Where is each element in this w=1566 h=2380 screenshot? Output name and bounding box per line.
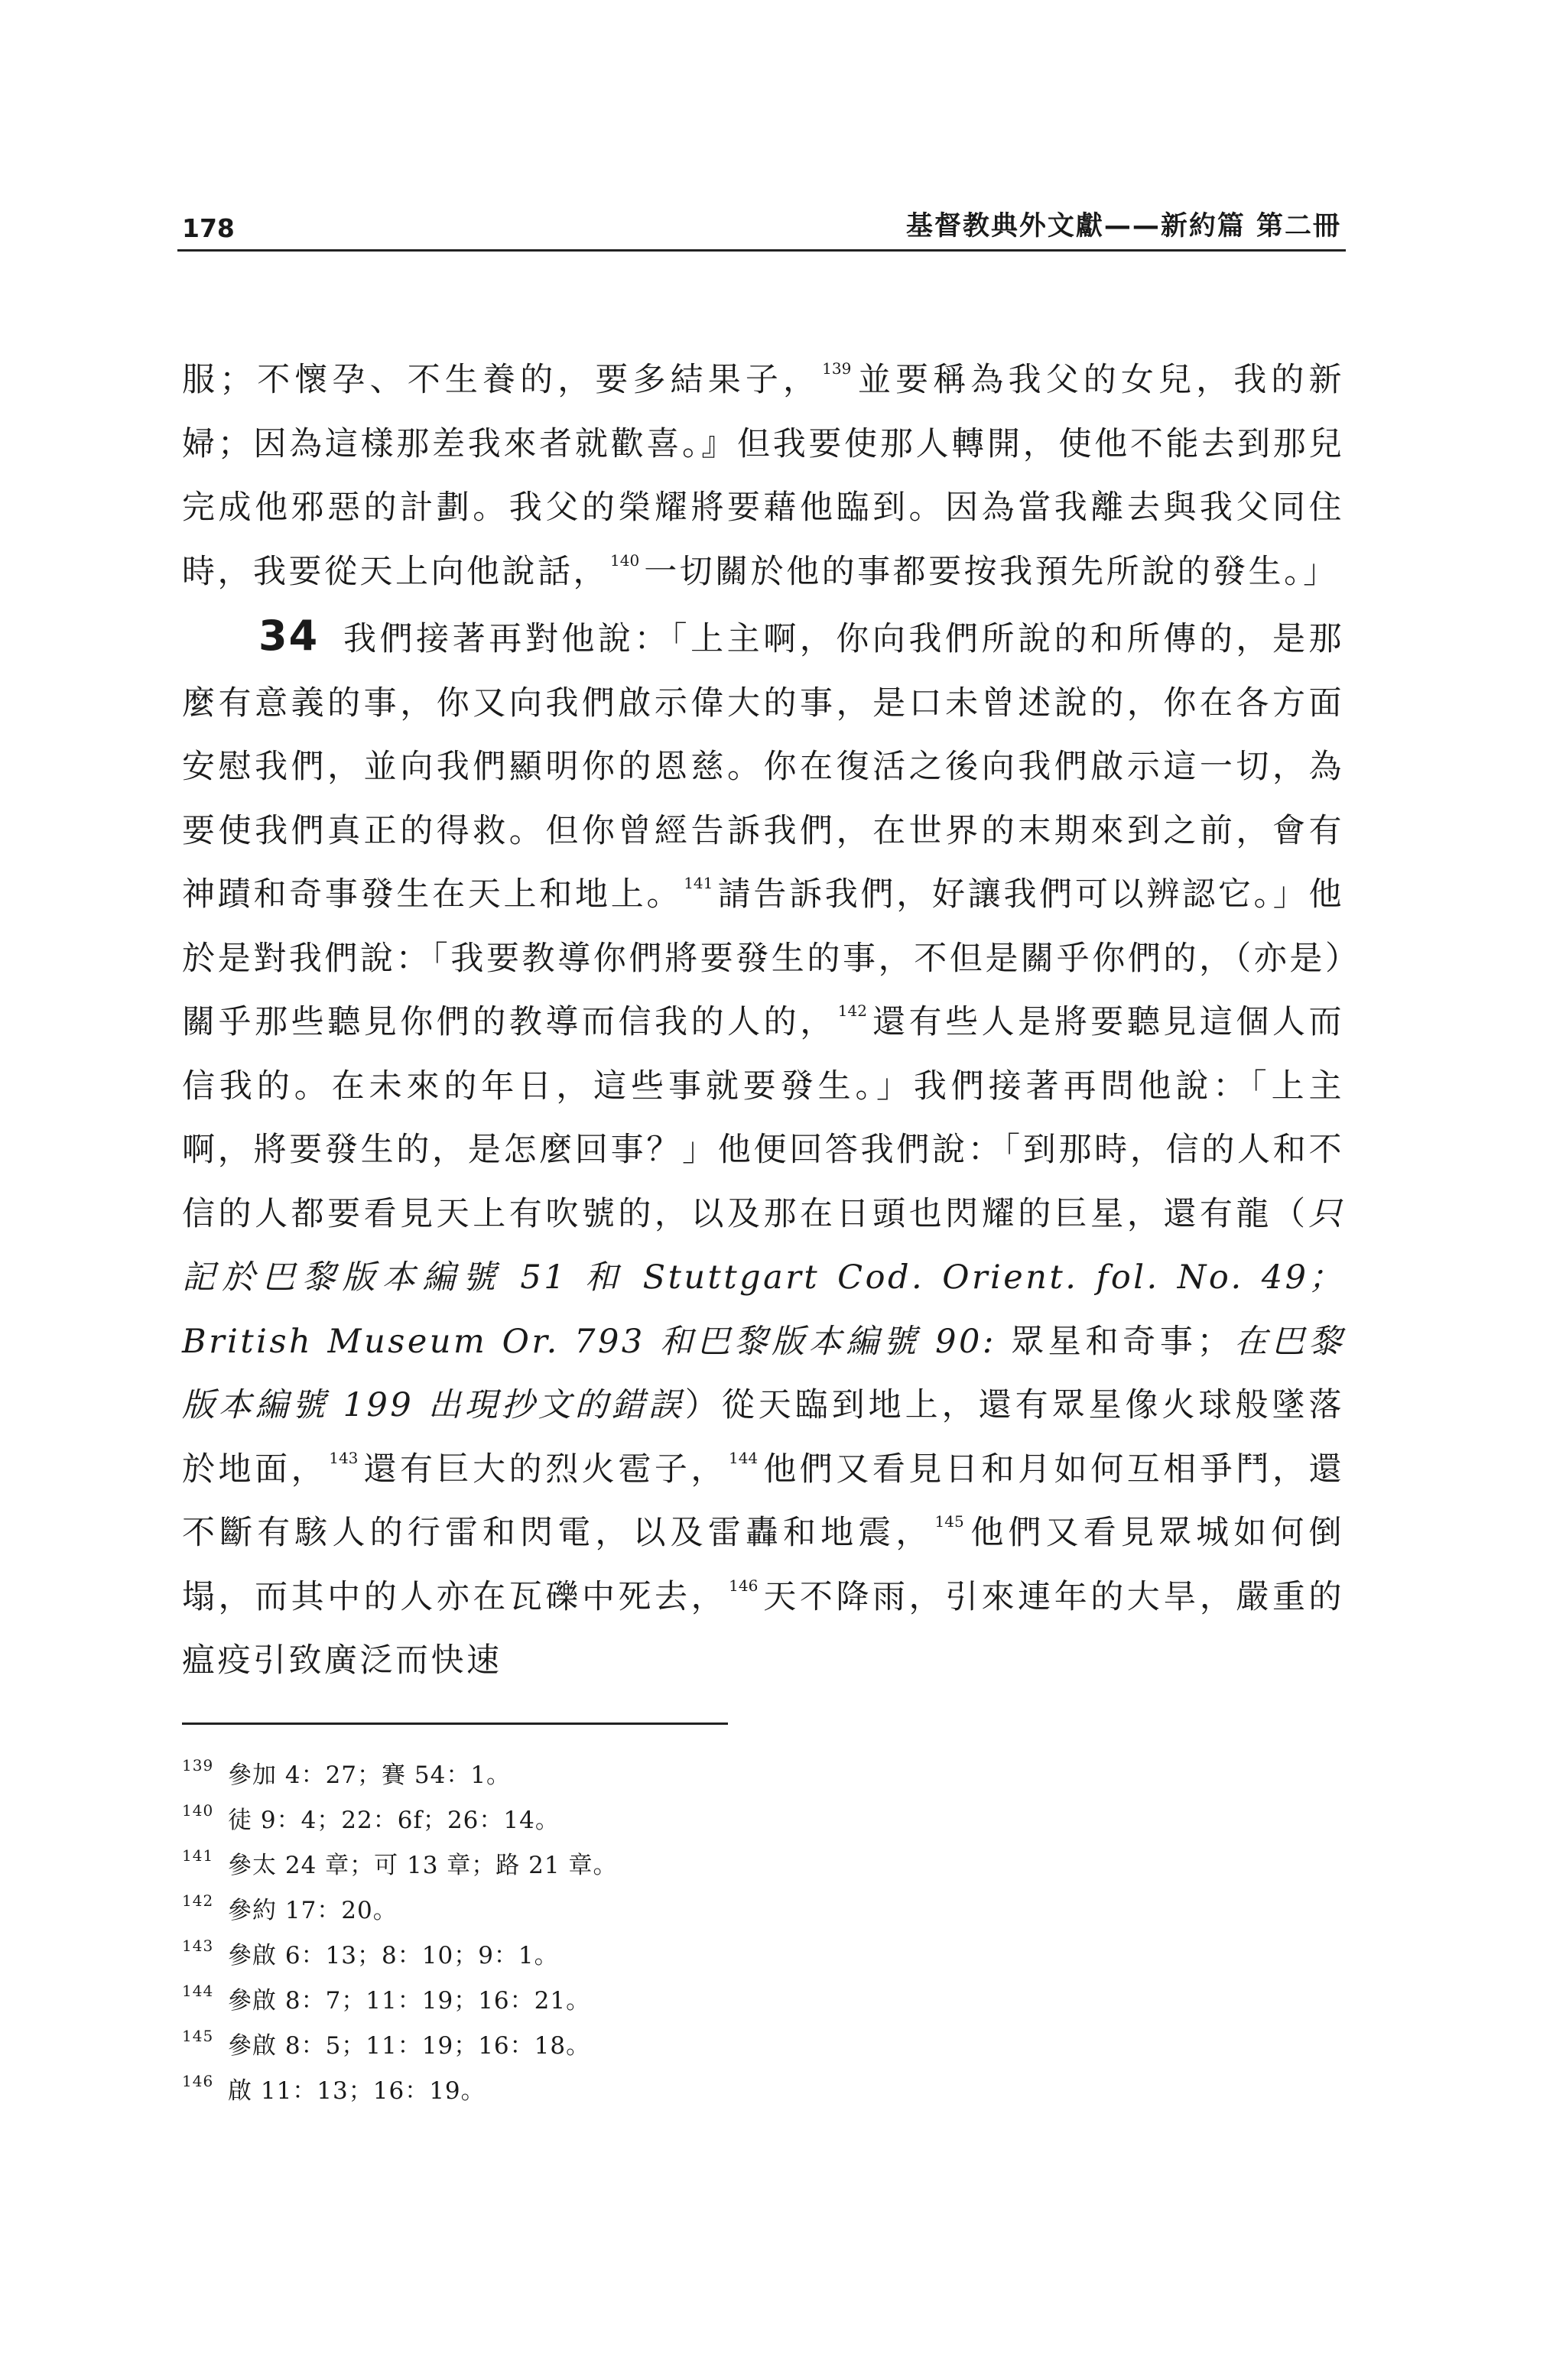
footnotes <box>182 1753 1100 2114</box>
footnote-ref-145[interactable]: 145 <box>934 1512 964 1531</box>
footnote-text: 參啟 8：5；11：19；16：18。 <box>228 2032 591 2060</box>
paragraph <box>182 349 1344 604</box>
footnote-text: 參約 17：20。 <box>228 1897 398 1924</box>
running-title: 基督教典外文獻——新約篇 第二冊 <box>905 211 1341 242</box>
footnote-ref-144[interactable]: 144 <box>728 1448 759 1467</box>
footnote-ref-140[interactable]: 140 <box>610 550 640 570</box>
manuscript-note: 只記於巴黎版本編號 51 和 Stuttgart Cod. Orient. fol. No. 49；British Museum Or. 793 和巴黎版本編號 90: <box>182 1194 1344 1361</box>
footnote-divider <box>182 1722 728 1725</box>
text-run: 請告訴我們，好讓我們可以辨認它。」他於是對我們說：「我要教導你們將要發生的事，不但是關乎你們的，（亦是）關乎那些聽見你們的教導而信我的人的， <box>182 875 1345 1041</box>
footnote-ref-143[interactable]: 143 <box>329 1448 359 1467</box>
footnote: 145 參啟 8：5；11：19；16：18。 <box>182 2027 591 2060</box>
text-run: 他們又看見眾城如何倒塌，而其中的人亦在瓦礫中死去， <box>182 1514 1345 1616</box>
footnote-ref-141[interactable]: 141 <box>684 874 713 892</box>
footnote: 143 參啟 6：13；8：10；9：1。 <box>182 1937 559 1969</box>
text-run: 還有些人是將要聽見這個人而信我的。在未來的年日，這些事就要發生。」我們接著再問他說：「上主啊，將要發生的，是怎麼回事？」他便回答我們說：「到那時，信的人和不信的人都要看見天上有吹號的，以及那在日頭也閃耀的巨星，還有龍（ <box>182 1003 1345 1233</box>
page-header <box>177 206 1346 252</box>
text-run: 天不降雨，引來連年的大旱，嚴重的瘟疫引致廣泛而快速 <box>182 1577 1345 1680</box>
text-run: 眾星和奇事； <box>1011 1322 1233 1361</box>
footnote: 146 啟 11：13；16：19。 <box>182 2072 486 2105</box>
page-number: 178 <box>182 213 235 243</box>
footnote-ref-146[interactable]: 146 <box>729 1576 759 1595</box>
text-run: 還有巨大的烈火雹子， <box>362 1450 727 1489</box>
text-run: 我們接著再對他說：「上主啊，你向我們所說的和所傳的，是那麼有意義的事，你又向我們啟示偉大的事，是口未曾述說的，你在各方面安慰我們，並向我們顯明你的恩慈。你在復活之後向我們啟示這一切，為要使我們真正的得救。但你曾經告訴我們，在世界的末期來到之前，會有神蹟和奇事發生在天上和地上。 <box>182 620 1344 914</box>
section-number: 34 <box>258 612 320 660</box>
footnote-text: 參加 4：27；賽 54：1。 <box>228 1761 512 1789</box>
footnote: 144 參啟 8：7；11：19；16：21。 <box>182 1982 591 2015</box>
footnote-text: 參啟 8：7；11：19；16：21。 <box>228 1987 591 2015</box>
footnote-text: 啟 11：13；16：19。 <box>228 2077 486 2105</box>
footnote-text: 參啟 6：13；8：10；9：1。 <box>228 1942 559 1969</box>
footnote-ref-142[interactable]: 142 <box>837 1002 867 1020</box>
paragraph <box>182 604 1344 1693</box>
text-run: 一切關於他的事都要按我預先所說的發生。」 <box>644 552 1339 591</box>
footnote: 141 參太 24 章；可 13 章；路 21 章。 <box>182 1846 618 1879</box>
footnote: 142 參約 17：20。 <box>182 1891 398 1924</box>
text-run: 服；不懷孕、不生養的，要多結果子， <box>182 361 821 399</box>
manuscript-note: 在巴黎版本編號 199 出現抄文的錯誤 <box>182 1322 1345 1424</box>
text-run: 他們又看見日和月如何互相爭鬥，還不斷有駭人的行雷和閃電，以及雷轟和地震， <box>182 1450 1345 1552</box>
footnote: 139 參加 4：27；賽 54：1。 <box>182 1756 512 1789</box>
main-text <box>182 349 1344 1693</box>
footnote-text: 徒 9：4；22：6f；26：14。 <box>228 1807 560 1834</box>
footnote: 140 徒 9：4；22：6f；26：14。 <box>182 1801 560 1834</box>
footnote-ref-139[interactable]: 139 <box>822 359 852 378</box>
text-run: ）從天臨到地上，還有眾星像火球般墜落於地面， <box>182 1386 1344 1489</box>
footnote-text: 參太 24 章；可 13 章；路 21 章。 <box>228 1852 618 1879</box>
text-run: 並要稱為我父的女兒，我的新婦；因為這樣那差我來者就歡喜。』但我要使那人轉開，使他不能去到那兒完成他邪惡的計劃。我父的榮耀將要藉他臨到。因為當我離去與我父同住時，我要從天上向他說話， <box>182 361 1345 591</box>
